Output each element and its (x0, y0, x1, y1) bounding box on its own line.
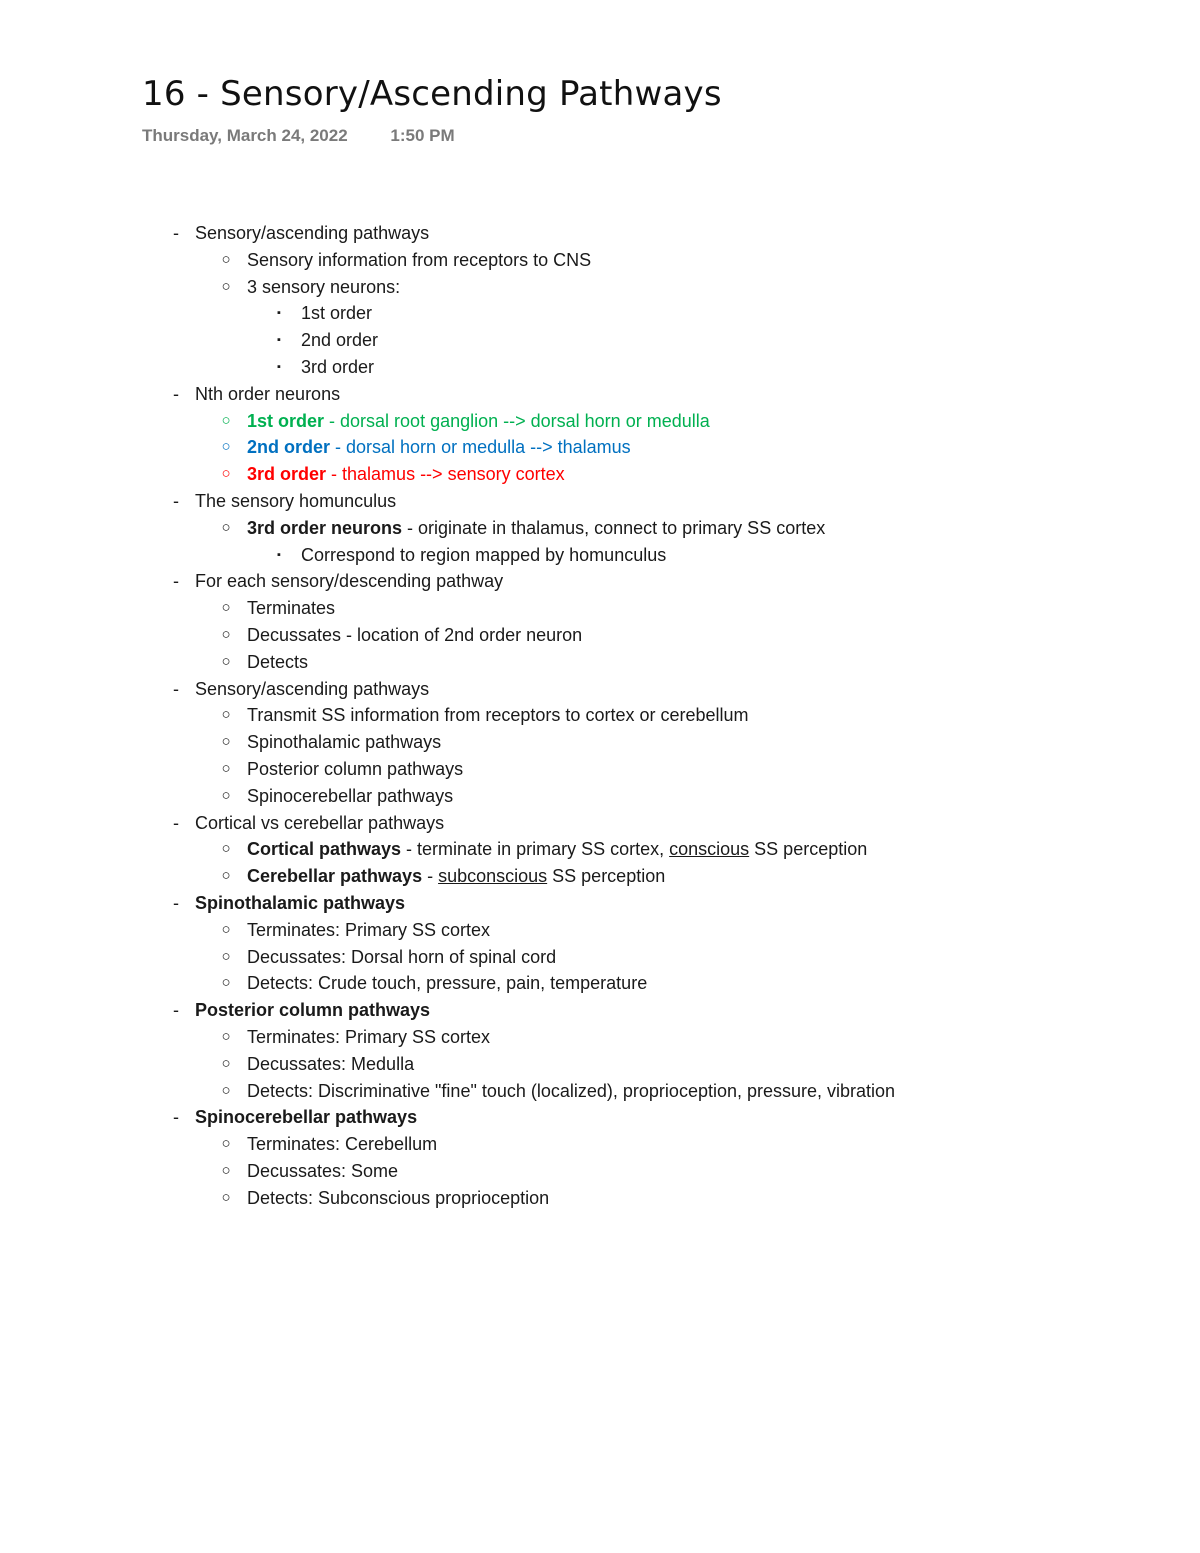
outline-item-fragment: Terminates (247, 598, 336, 619)
outline-item-level-2 (0, 1024, 1200, 1051)
outline-item-text (247, 274, 400, 301)
outline-item-fragment: Sensory/ascending pathways (195, 678, 430, 699)
circle-bullet-icon: ○ (221, 411, 231, 429)
circle-bullet-icon: ○ (221, 947, 231, 965)
outline-item-fragment: SS perception (547, 866, 666, 887)
outline-item-fragment: - originate in thalamus, connect to primary SS cortex (402, 517, 826, 538)
dash-bullet-icon: - (173, 383, 179, 404)
page-timestamp (142, 126, 455, 146)
circle-bullet-icon: ○ (221, 465, 231, 483)
outline-item-level-2 (0, 756, 1200, 783)
dash-bullet-icon: - (173, 223, 179, 243)
circle-bullet-icon: ○ (221, 1027, 231, 1045)
outline-item-text (247, 247, 591, 274)
outline-item-level-2 (0, 408, 1200, 435)
outline-item-text (247, 863, 665, 890)
outline-item-fragment: - thalamus --> sensory cortex (326, 464, 565, 485)
dash-bullet-icon: - (173, 892, 179, 913)
outline-item-term: 2nd order (247, 437, 331, 458)
outline-item-level-2 (0, 836, 1200, 863)
outline-item-text (301, 354, 374, 381)
page-title: 16 - Sensory/Ascending Pathways (142, 74, 722, 114)
outline-item-fragment: SS perception (749, 839, 868, 860)
outline-item-fragment: - (422, 866, 439, 887)
page-date: Thursday, March 24, 2022 (142, 126, 348, 145)
outline-item-text (247, 1131, 437, 1158)
outline-item-level-2 (0, 863, 1200, 890)
outline-item-level-1 (0, 1104, 1200, 1131)
outline-item-text (195, 890, 405, 917)
outline-item-fragment: Detects: Subconscious proprioception (247, 1187, 550, 1208)
circle-bullet-icon: ○ (221, 599, 231, 617)
outline-item-text (247, 515, 825, 542)
outline-item-fragment: 3rd order (301, 356, 375, 377)
square-bullet-icon: ▪ (277, 548, 281, 561)
outline-item-text (247, 1078, 895, 1105)
outline-item-level-2 (0, 515, 1200, 542)
outline-item-fragment: Decussates: Some (247, 1160, 399, 1181)
outline-item-fragment: Sensory/ascending pathways (195, 223, 430, 243)
circle-bullet-icon: ○ (221, 1188, 231, 1206)
circle-bullet-icon: ○ (221, 652, 231, 670)
outline-item-level-1 (0, 890, 1200, 917)
outline-item-text (247, 729, 441, 756)
circle-bullet-icon: ○ (221, 625, 231, 643)
outline-item-text (247, 944, 556, 971)
outline-item-fragment: Spinothalamic pathways (247, 732, 442, 753)
circle-bullet-icon: ○ (221, 706, 231, 724)
outline-item-level-2 (0, 622, 1200, 649)
outline-item-term: 3rd order neurons (247, 517, 403, 538)
outline-item-text (247, 1158, 398, 1185)
circle-bullet-icon: ○ (221, 920, 231, 938)
dash-bullet-icon: - (173, 1107, 179, 1128)
outline-item-fragment: Decussates - location of 2nd order neuron (247, 624, 583, 645)
circle-bullet-icon: ○ (221, 759, 231, 777)
outline-item-term: 3rd order (247, 464, 327, 485)
outline-item-text (247, 702, 749, 729)
outline-item-level-2 (0, 783, 1200, 810)
outline-item-text (247, 783, 453, 810)
outline-item-text (195, 568, 503, 595)
outline-item-text (301, 300, 372, 327)
outline-item-fragment: Detects: Discriminative "fine" touch (localized), proprioception, pressure, vibration (247, 1080, 896, 1101)
outline-item-emphasis: conscious (669, 839, 750, 860)
outline-item-fragment: Terminates: Cerebellum (247, 1134, 438, 1155)
outline-item-text (195, 488, 396, 515)
outline-item-term: Spinocerebellar pathways (195, 1107, 418, 1128)
outline-item-text (195, 1104, 417, 1131)
outline-item-text (247, 756, 463, 783)
outline-item-text (195, 220, 429, 247)
outline-item-level-1 (0, 568, 1200, 595)
outline-item-level-1 (0, 997, 1200, 1024)
circle-bullet-icon: ○ (221, 1135, 231, 1153)
outline-item-fragment: Posterior column pathways (247, 758, 464, 779)
outline-item-level-2 (0, 247, 1200, 274)
outline-item-fragment: - terminate in primary SS cortex, (401, 839, 670, 860)
outline-item-fragment: Transmit SS information from receptors to cortex or cerebellum (247, 705, 749, 726)
outline-item-term: Spinothalamic pathways (195, 892, 406, 913)
dash-bullet-icon: - (173, 571, 179, 592)
outline-item-level-1 (0, 488, 1200, 515)
outline-item-fragment: 2nd order (301, 330, 379, 351)
outline-item-text (195, 810, 444, 837)
outline-item-level-1 (0, 381, 1200, 408)
outline-item-fragment: For each sensory/descending pathway (195, 571, 504, 592)
outline-item-fragment: Spinocerebellar pathways (247, 785, 454, 806)
circle-bullet-icon: ○ (221, 250, 231, 268)
page-time: 1:50 PM (390, 126, 455, 145)
circle-bullet-icon: ○ (221, 1054, 231, 1072)
circle-bullet-icon: ○ (221, 518, 231, 536)
outline-item-text (247, 461, 565, 488)
outline-item-text (247, 434, 631, 461)
outline-item-fragment: Correspond to region mapped by homunculus (301, 544, 667, 565)
circle-bullet-icon: ○ (221, 1081, 231, 1099)
outline-item-fragment: Detects (247, 651, 309, 672)
outline-item-text (247, 408, 710, 435)
outline-item-text (247, 1024, 490, 1051)
outline-item-fragment: 3 sensory neurons: (247, 276, 401, 297)
outline-item-text (195, 676, 429, 703)
outline-item-text (247, 622, 582, 649)
circle-bullet-icon: ○ (221, 277, 231, 295)
outline-item-text (195, 997, 430, 1024)
outline-item-fragment: The sensory homunculus (195, 490, 397, 511)
outline-item-fragment: - dorsal root ganglion --> dorsal horn or medulla (324, 410, 710, 431)
outline-item-level-3 (0, 300, 1200, 327)
outline-item-fragment: Detects: Crude touch, pressure, pain, temperature (247, 973, 648, 994)
notes-outline (0, 220, 1200, 1211)
outline-item-fragment: 1st order (301, 303, 373, 324)
circle-bullet-icon: ○ (221, 438, 231, 456)
dash-bullet-icon: - (173, 490, 179, 511)
circle-bullet-icon: ○ (221, 1161, 231, 1179)
outline-item-text (247, 649, 308, 676)
outline-item-term: Cerebellar pathways (247, 866, 423, 887)
outline-item-term: 1st order (247, 410, 325, 431)
outline-item-level-2 (0, 649, 1200, 676)
circle-bullet-icon: ○ (221, 974, 231, 992)
outline-item-level-2 (0, 595, 1200, 622)
outline-item-level-3 (0, 542, 1200, 569)
dash-bullet-icon: - (173, 812, 179, 833)
outline-item-level-2 (0, 434, 1200, 461)
outline-item-level-2 (0, 1131, 1200, 1158)
outline-item-fragment: Sensory information from receptors to CNS (247, 249, 592, 270)
outline-item-level-2 (0, 461, 1200, 488)
outline-item-text (247, 595, 335, 622)
outline-item-level-2 (0, 917, 1200, 944)
outline-item-level-2 (0, 702, 1200, 729)
outline-item-level-2 (0, 970, 1200, 997)
outline-item-emphasis: subconscious (438, 866, 548, 887)
outline-item-fragment: - dorsal horn or medulla --> thalamus (330, 437, 631, 458)
outline-item-text (247, 917, 490, 944)
outline-item-level-2 (0, 1078, 1200, 1105)
circle-bullet-icon: ○ (221, 786, 231, 804)
outline-item-level-3 (0, 327, 1200, 354)
outline-item-fragment: Terminates: Primary SS cortex (247, 919, 491, 940)
outline-item-level-2 (0, 274, 1200, 301)
outline-item-text (301, 542, 666, 569)
square-bullet-icon: ▪ (277, 360, 281, 373)
circle-bullet-icon: ○ (221, 840, 231, 858)
outline-item-text (195, 381, 340, 408)
outline-item-text (247, 1185, 549, 1212)
outline-item-level-3 (0, 354, 1200, 381)
outline-item-level-2 (0, 1185, 1200, 1212)
outline-item-fragment: Cortical vs cerebellar pathways (195, 812, 445, 833)
outline-item-level-2 (0, 944, 1200, 971)
outline-item-text (247, 836, 867, 863)
dash-bullet-icon: - (173, 678, 179, 699)
outline-item-level-2 (0, 729, 1200, 756)
outline-item-fragment: Terminates: Primary SS cortex (247, 1026, 491, 1047)
outline-item-text (247, 1051, 414, 1078)
outline-item-term: Posterior column pathways (195, 1000, 431, 1021)
outline-item-text (301, 327, 378, 354)
outline-item-fragment: Decussates: Medulla (247, 1053, 415, 1074)
square-bullet-icon: ▪ (277, 307, 281, 320)
outline-item-text (247, 970, 647, 997)
outline-item-level-1 (0, 220, 1200, 247)
circle-bullet-icon: ○ (221, 867, 231, 885)
outline-item-fragment: Nth order neurons (195, 383, 341, 404)
outline-item-level-1 (0, 810, 1200, 837)
outline-item-fragment: Decussates: Dorsal horn of spinal cord (247, 946, 557, 967)
circle-bullet-icon: ○ (221, 733, 231, 751)
outline-item-level-1 (0, 676, 1200, 703)
square-bullet-icon: ▪ (277, 334, 281, 347)
outline-item-level-2 (0, 1158, 1200, 1185)
dash-bullet-icon: - (173, 1000, 179, 1021)
outline-item-term: Cortical pathways (247, 839, 402, 860)
outline-item-level-2 (0, 1051, 1200, 1078)
